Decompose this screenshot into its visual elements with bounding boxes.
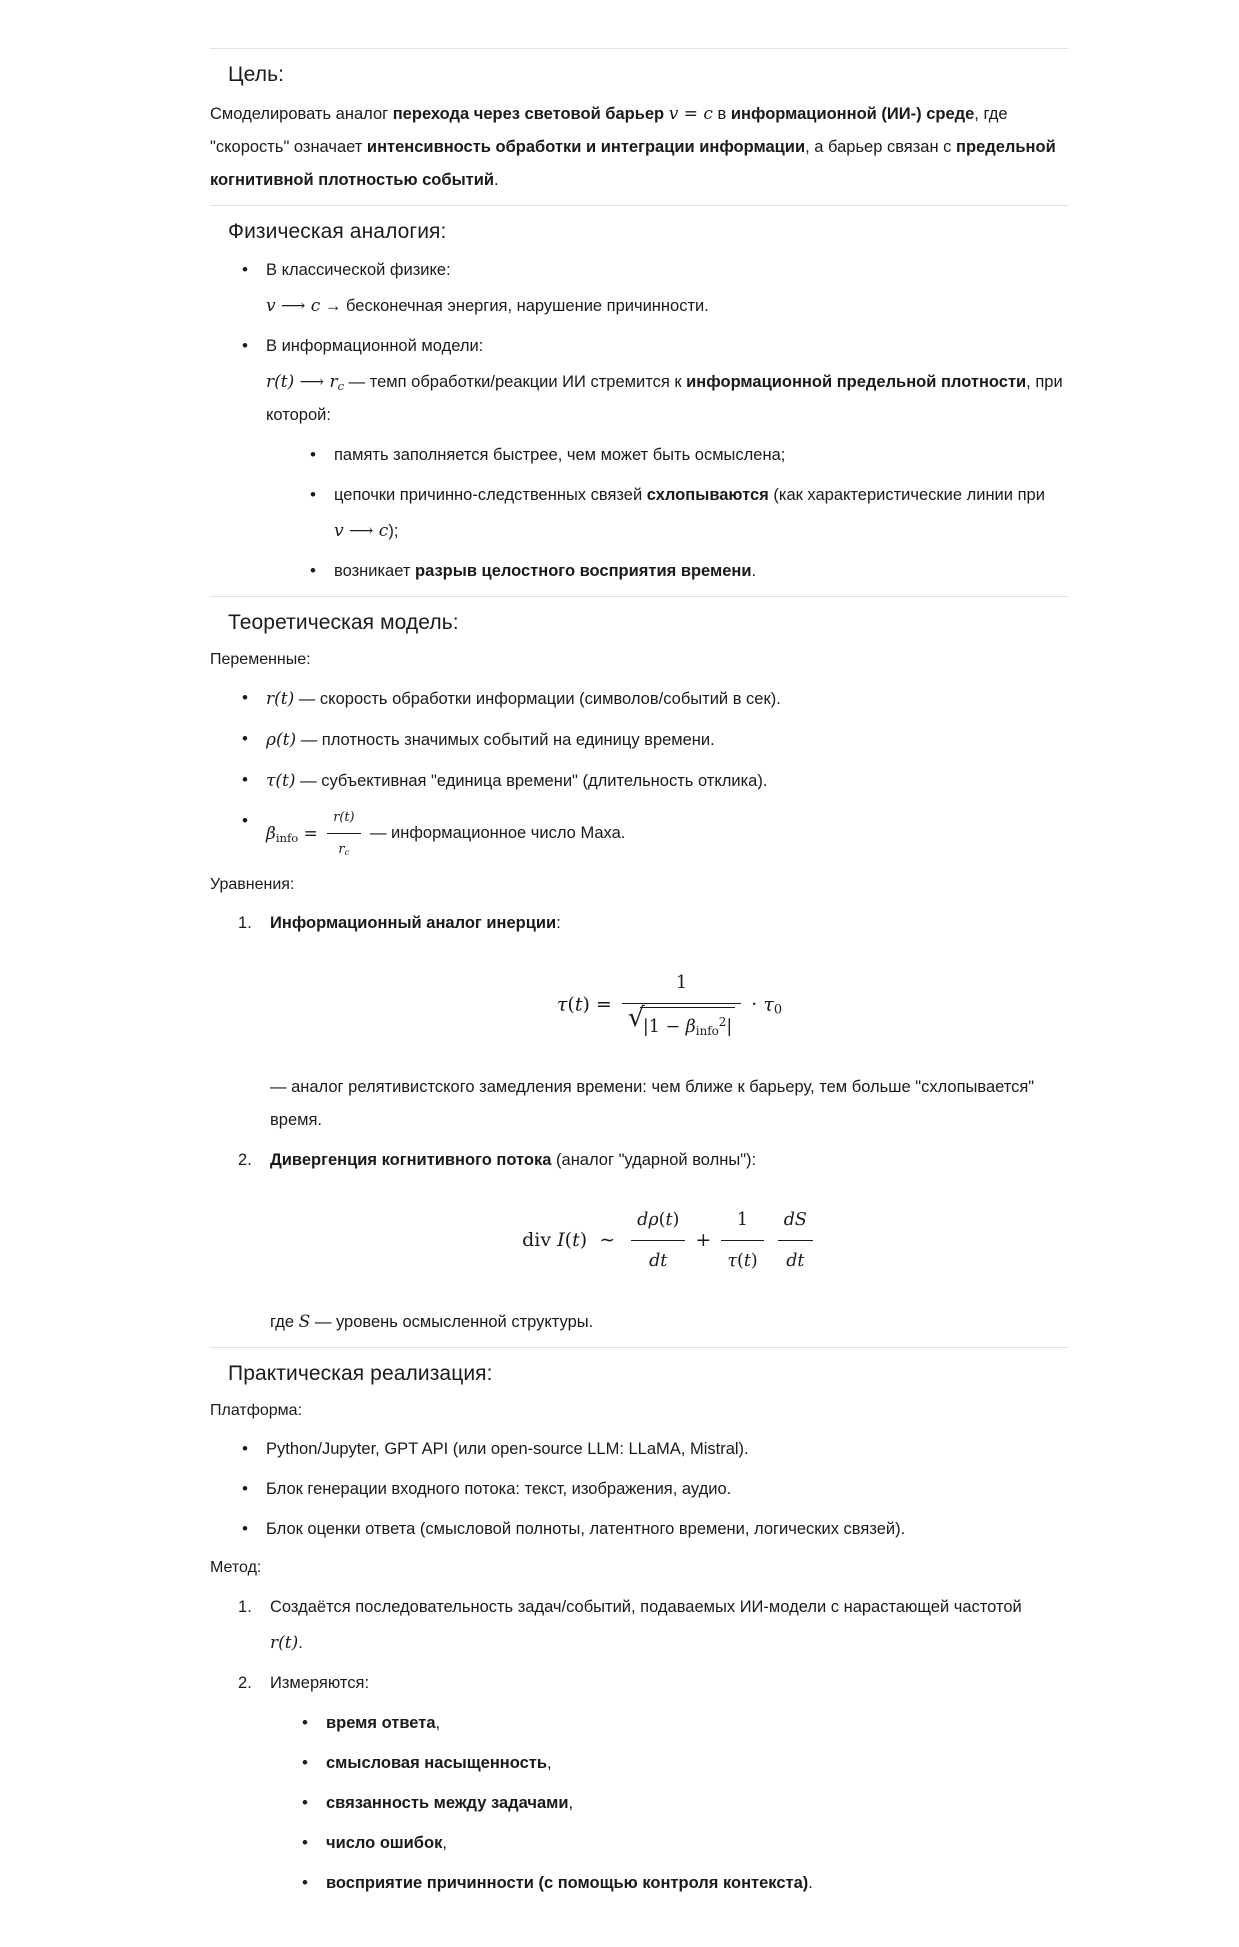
variables-list xyxy=(210,682,1069,862)
list-item xyxy=(238,330,1069,588)
list-item xyxy=(238,907,1069,1137)
method-item-1-text: Измеряются: xyxy=(270,1673,370,1692)
list-item xyxy=(238,1667,1069,1900)
method-item-0-math-line xyxy=(270,1626,1069,1660)
time-rupture-text-b: . xyxy=(751,562,757,580)
variable-rho-text: — плотность значимых событий на единицу времени. xyxy=(296,731,715,750)
method-item-0-text: Создаётся последовательность задач/событий, подаваемых ИИ-модели с нарастающей частотой xyxy=(270,1597,1022,1616)
goal-text-4: , а барьер связан с xyxy=(805,138,957,156)
math-S: S xyxy=(298,1311,311,1332)
equation-2-after-a: где xyxy=(270,1312,299,1331)
variable-tau-text: — субъективная "единица времени" (длительность отклика). xyxy=(295,772,768,791)
section-heading-theoretical-model: Теоретическая модель: xyxy=(228,611,459,634)
causal-chain-text-a: цепочки причинно-следственных связей xyxy=(334,486,647,504)
list-item xyxy=(306,555,1069,588)
math-rt: r(t) xyxy=(266,689,295,710)
math-rho-t: ρ(t) xyxy=(266,730,297,751)
measurement-2: связанность между задачами xyxy=(326,1793,569,1812)
variable-rt-text: — скорость обработки информации (символов/событий в сек). xyxy=(294,690,781,709)
measurement-4: восприятие причинности (с помощью контроля контекста) xyxy=(326,1873,809,1892)
classical-physics-line xyxy=(266,289,1069,323)
math-v-to-c-2: v ⟶ c xyxy=(334,521,389,541)
section-divider xyxy=(210,205,1069,206)
method-item-0-text-after: . xyxy=(298,1633,303,1652)
goal-math-vc: v = c xyxy=(668,104,713,124)
list-item xyxy=(306,439,1069,472)
equations-list xyxy=(210,907,1069,1339)
goal-bold-2: информационной (ИИ-) среде xyxy=(730,105,975,123)
math-tau-t: τ(t) xyxy=(266,771,296,792)
measurement-1: смысловая насыщенность xyxy=(326,1753,548,1772)
memory-overflow-text: память заполняется быстрее, чем может быть осмыслена; xyxy=(334,446,786,464)
equation-1-title-suffix: : xyxy=(556,914,561,933)
section-heading-physical-analogy: Физическая аналогия: xyxy=(228,220,447,243)
info-model-sublist xyxy=(266,439,1069,588)
list-item xyxy=(238,764,1069,798)
variable-beta-text: — информационное число Маха. xyxy=(369,824,626,843)
equation-2-title: Дивергенция когнитивного потока xyxy=(270,1151,552,1170)
equations-label: Уравнения: xyxy=(210,875,295,893)
method-list xyxy=(210,1591,1069,1900)
list-item xyxy=(298,1867,1069,1900)
section-divider xyxy=(210,1347,1069,1348)
measurement-1-tail: , xyxy=(547,1753,552,1772)
classical-physics-label: В классической физике: xyxy=(266,261,451,279)
measurements-list xyxy=(270,1707,1069,1900)
info-model-text-a: — темп обработки/реакции ИИ стремится к xyxy=(344,373,687,391)
classical-physics-text: → бесконечная энергия, нарушение причинности. xyxy=(320,297,709,315)
causal-chain-text-c: ); xyxy=(388,522,399,540)
measurement-3-tail: , xyxy=(442,1833,447,1852)
section-heading-practical-implementation: Практическая реализация: xyxy=(228,1361,493,1385)
goal-text-2: в xyxy=(712,105,731,123)
info-model-line xyxy=(266,365,1069,432)
list-item xyxy=(238,723,1069,757)
list-item xyxy=(238,1513,1069,1546)
list-item xyxy=(238,805,1069,862)
math-beta-info: $\beta_{info}$ = $\frac{r(t)}{r_c}$ xyxy=(266,824,370,844)
equation-2-title-suffix: (аналог "ударной волны"): xyxy=(551,1151,757,1170)
section-divider xyxy=(210,596,1069,597)
measurement-2-tail: , xyxy=(568,1793,574,1812)
list-item xyxy=(238,1473,1069,1506)
platform-item-1: Блок генерации входного потока: текст, изображения, аудио. xyxy=(266,1480,732,1499)
math-v-to-c: v ⟶ c xyxy=(266,296,321,316)
equation-2-after-b: — уровень осмысленной структуры. xyxy=(310,1312,594,1331)
list-item xyxy=(238,1144,1069,1339)
goal-text-1: Смоделировать аналог xyxy=(210,105,393,123)
math-rt-2: r(t) xyxy=(270,1632,299,1653)
list-item xyxy=(238,1433,1069,1466)
math-rt-to-rc: r(t) ⟶ $r_c$ xyxy=(266,372,345,393)
variables-label: Переменные: xyxy=(210,651,311,668)
goal-bold-1: перехода через световой барьер xyxy=(392,105,665,123)
section-heading-goal: Цель: xyxy=(228,63,285,86)
measurement-3: число ошибок xyxy=(326,1833,443,1852)
causal-chain-bold: схлопываются xyxy=(646,486,769,504)
equation-2-formula: div I(t) ∼ $\frac{d\rho(t)}{dt}$ + $\frac{1}{\tau(t)}$ $\frac{dS}{dt}$ xyxy=(270,1203,1069,1279)
measurement-0: время ответа xyxy=(326,1713,436,1732)
list-item xyxy=(298,1787,1069,1820)
physical-analogy-list xyxy=(210,254,1069,588)
goal-text-5: . xyxy=(494,171,499,189)
method-label: Метод: xyxy=(210,1559,262,1577)
info-model-text-b: , при которой: xyxy=(266,373,1063,424)
list-item xyxy=(238,254,1069,323)
section-divider xyxy=(210,48,1069,49)
goal-paragraph xyxy=(210,97,1069,197)
equation-1-title: Информационный аналог инерции xyxy=(270,914,557,933)
platform-list xyxy=(210,1433,1069,1546)
equation-1-after: — аналог релятивистского замедления времени: чем ближе к барьеру, тем больше "схлопывается" время. xyxy=(270,1078,1035,1130)
time-rupture-bold: разрыв целостного восприятия времени xyxy=(415,562,752,580)
info-model-bold: информационной предельной плотности xyxy=(686,373,1027,391)
goal-text-3: , где "скорость" означает xyxy=(210,105,1008,156)
list-item xyxy=(298,1747,1069,1780)
time-rupture-text-a: возникает xyxy=(334,562,415,580)
list-item xyxy=(298,1827,1069,1860)
info-model-label: В информационной модели: xyxy=(266,337,484,355)
list-item xyxy=(298,1707,1069,1740)
measurement-4-tail: . xyxy=(808,1873,813,1892)
platform-item-2: Блок оценки ответа (смысловой полноты, латентного времени, логических связей). xyxy=(266,1520,906,1539)
goal-bold-3: интенсивность обработки и интеграции информации xyxy=(366,138,806,156)
measurement-0-tail: , xyxy=(435,1713,441,1732)
list-item xyxy=(238,682,1069,716)
equation-1-formula: τ(t) = 1 √ $|1 - \beta_{info}^2|$ · $\tau_0$ xyxy=(270,966,1069,1045)
platform-item-0: Python/Jupyter, GPT API (или open-source LLM: LLaMA, Mistral). xyxy=(266,1440,749,1459)
list-item xyxy=(306,479,1069,548)
platform-label: Платформа: xyxy=(210,1401,303,1419)
causal-chain-text-b: (как характеристические линии при xyxy=(768,486,1045,504)
list-item xyxy=(238,1591,1069,1660)
goal-bold-4: предельной когнитивной плотностью событий xyxy=(210,138,1056,189)
causal-chain-math-line xyxy=(334,514,1069,548)
